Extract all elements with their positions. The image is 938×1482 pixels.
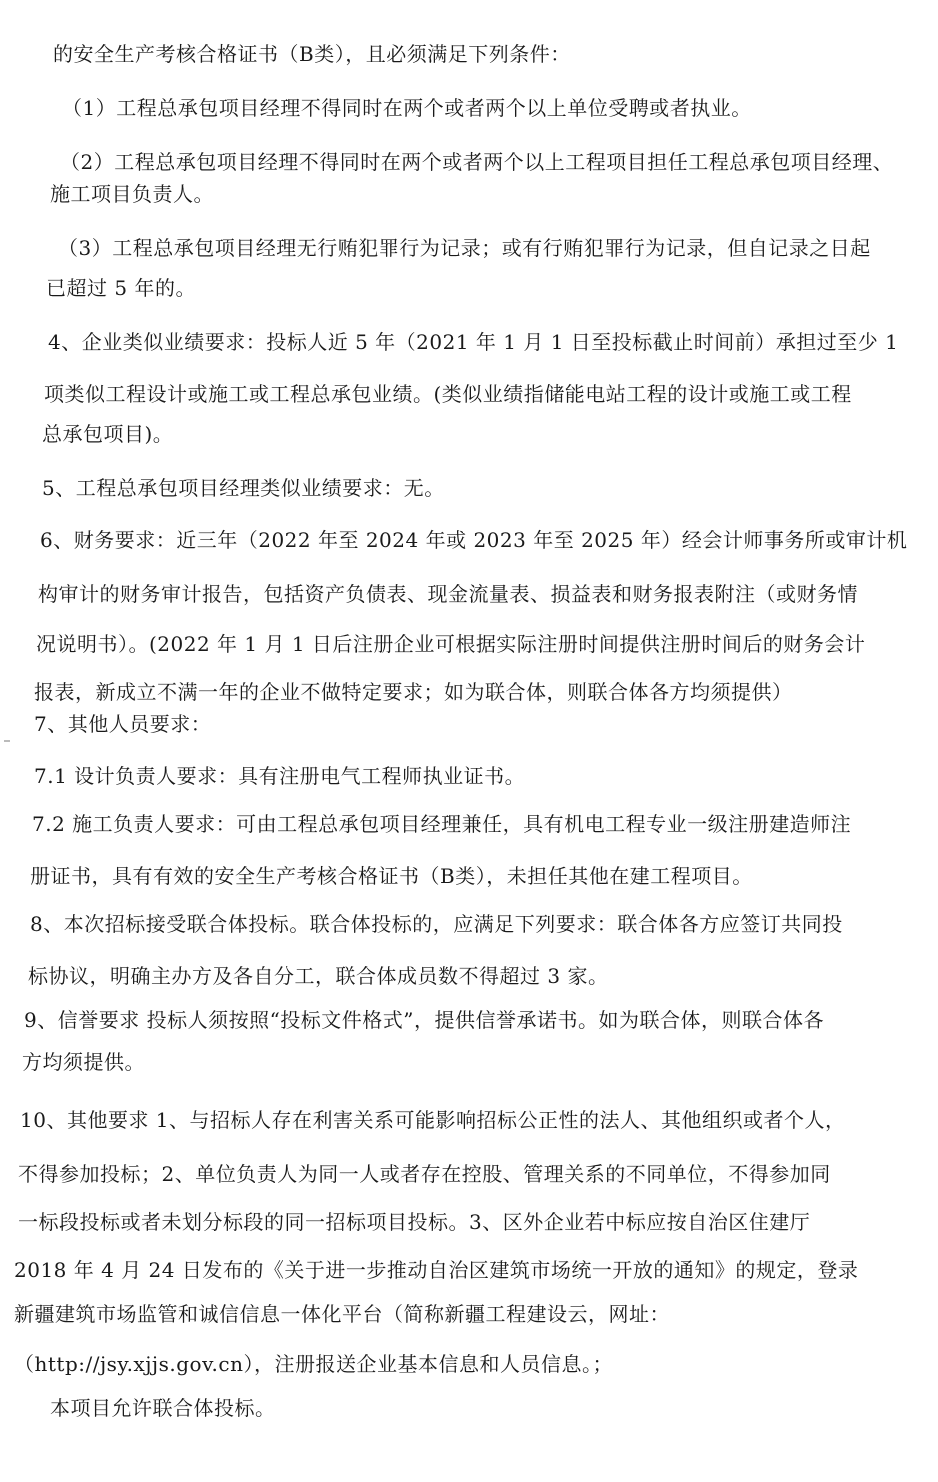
scan-mark [4, 740, 10, 742]
text-line: 方均须提供。 [22, 1050, 145, 1074]
text-line: 2018 年 4 月 24 日发布的《关于进一步推动自治区建筑市场统一开放的通知》的规定，登录 [14, 1258, 859, 1282]
text-line: 本项目允许联合体投标。 [50, 1396, 276, 1420]
text-line: 8、本次招标接受联合体投标。联合体投标的，应满足下列要求：联合体各方应签订共同投 [30, 912, 843, 936]
text-line: 7.1 设计负责人要求：具有注册电气工程师执业证书。 [34, 764, 526, 788]
text-line: 5、工程总承包项目经理类似业绩要求：无。 [42, 476, 445, 500]
text-line: 构审计的财务审计报告，包括资产负债表、现金流量表、损益表和财务报表附注（或财务情 [38, 582, 858, 606]
text-line: 一标段投标或者未划分标段的同一招标项目投标。3、区外企业若中标应按自治区住建厅 [18, 1210, 811, 1234]
text-line: （1）工程总承包项目经理不得同时在两个或者两个以上单位受聘或者执业。 [62, 96, 752, 120]
text-line: 标协议，明确主办方及各自分工，联合体成员数不得超过 3 家。 [28, 964, 609, 988]
text-line: 6、财务要求：近三年（2022 年至 2024 年或 2023 年至 2025 年）经会计师事务所或审计机 [40, 528, 908, 552]
text-line: （3）工程总承包项目经理无行贿犯罪行为记录；或有行贿犯罪行为记录，但自记录之日起 [58, 236, 871, 260]
text-line: 项类似工程设计或施工或工程总承包业绩。(类似业绩指储能电站工程的设计或施工或工程 [44, 382, 852, 406]
text-line: 7、其他人员要求： [34, 712, 212, 736]
text-line: 4、企业类似业绩要求：投标人近 5 年（2021 年 1 月 1 日至投标截止时间前）承担过至少 1 [48, 330, 899, 354]
text-line: 况说明书）。(2022 年 1 月 1 日后注册企业可根据实际注册时间提供注册时间后的财务会计 [36, 632, 866, 656]
text-line: 册证书，具有有效的安全生产考核合格证书（B类），未担任其他在建工程项目。 [30, 864, 753, 888]
text-line: 已超过 5 年的。 [46, 276, 196, 300]
text-line: 10、其他要求 1、与招标人存在利害关系可能影响招标公正性的法人、其他组织或者个人， [20, 1108, 846, 1132]
text-line: 的安全生产考核合格证书（B类），且必须满足下列条件： [53, 42, 571, 66]
text-line: （http://jsy.xjjs.gov.cn），注册报送企业基本信息和人员信息。； [14, 1352, 613, 1376]
text-line: 9、信誉要求 投标人须按照“投标文件格式”，提供信誉承诺书。如为联合体，则联合体各 [24, 1008, 825, 1032]
text-line: 总承包项目)。 [42, 422, 174, 446]
text-line: （2）工程总承包项目经理不得同时在两个或者两个以上工程项目担任工程总承包项目经理、 [60, 150, 894, 174]
text-line: 报表，新成立不满一年的企业不做特定要求；如为联合体，则联合体各方均须提供） [34, 680, 793, 704]
text-line: 7.2 施工负责人要求：可由工程总承包项目经理兼任，具有机电工程专业一级注册建造师注 [32, 812, 852, 836]
text-line: 新疆建筑市场监管和诚信信息一体化平台（简称新疆工程建设云，网址： [14, 1302, 670, 1326]
text-line: 不得参加投标；2、单位负责人为同一人或者存在控股、管理关系的不同单位，不得参加同 [18, 1162, 831, 1186]
text-line: 施工项目负责人。 [50, 182, 214, 206]
